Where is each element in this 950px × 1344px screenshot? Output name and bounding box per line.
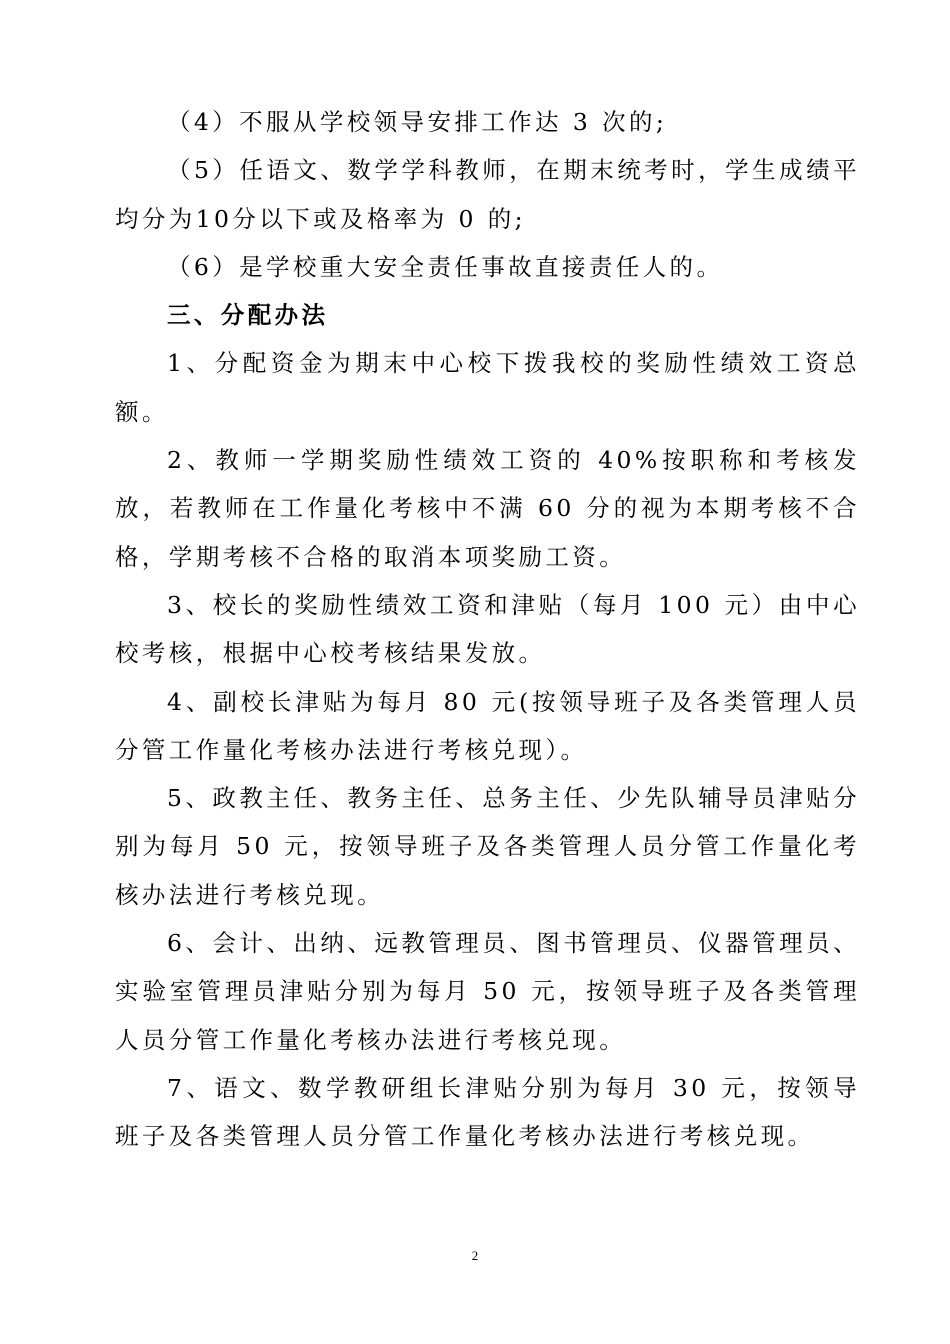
paragraph-item-5: （5）任语文、数学学科教师，在期末统考时，学生成绩平均分为10分以下或及格率为 0 的; — [115, 156, 860, 233]
paragraph-distribution-7: 7、语文、数学教研组长津贴分别为每月 30 元，按领导班子及各类管理人员分管工作量化考核办法进行考核兑现。 — [115, 1073, 860, 1151]
document-body — [115, 98, 860, 1161]
section-heading-distribution-method: 三、分配办法 — [167, 301, 329, 330]
paragraph-distribution-5: 5、政教主任、教务主任、总务主任、少先队辅导员津贴分别为每月 50 元，按领导班子及各类管理人员分管工作量化考核办法进行考核兑现。 — [115, 784, 860, 909]
paragraph-distribution-3: 3、校长的奖励性绩效工资和津贴（每月 100 元）由中心校考核，根据中心校考核结果发放。 — [115, 590, 860, 668]
paragraph-distribution-2: 2、教师一学期奖励性绩效工资的 40%按职称和考核发放，若教师在工作量化考核中不满 60 分的视为本期考核不合格，学期考核不合格的取消本项奖励工资。 — [115, 446, 860, 571]
paragraph-distribution-6: 6、会计、出纳、远教管理员、图书管理员、仪器管理员、实验室管理员津贴分别为每月 50 元，按领导班子及各类管理人员分管工作量化考核办法进行考核兑现。 — [115, 929, 860, 1054]
paragraph-distribution-1: 1、分配资金为期末中心校下拨我校的奖励性绩效工资总额。 — [115, 349, 860, 426]
paragraph-item-6: （6）是学校重大安全责任事故直接责任人的。 — [167, 252, 724, 281]
paragraph-item-4: （4）不服从学校领导安排工作达 3 次的; — [167, 108, 668, 136]
page-number: 2 — [471, 1248, 479, 1263]
paragraph-distribution-4: 4、副校长津贴为每月 80 元(按领导班子及各类管理人员分管工作量化考核办法进行考核兑现）。 — [115, 687, 860, 764]
